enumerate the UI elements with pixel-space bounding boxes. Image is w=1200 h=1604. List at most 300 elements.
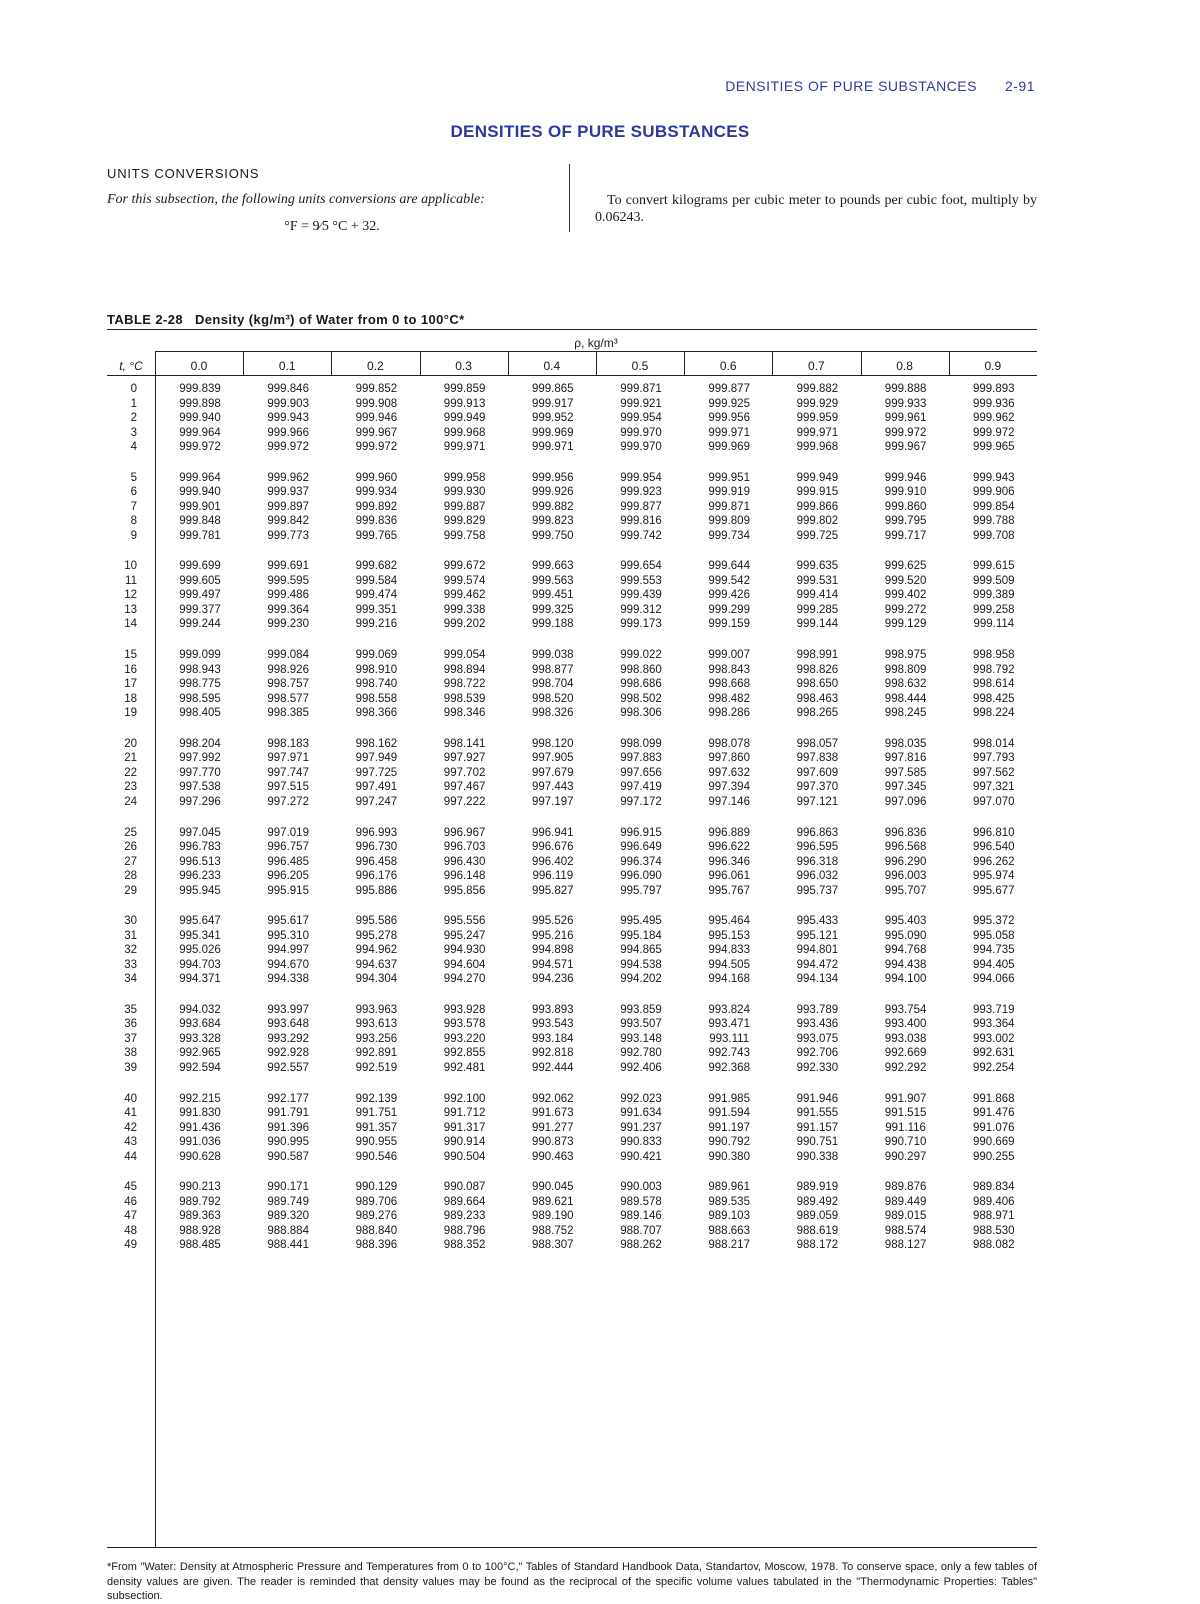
density-cell: 998.204 — [179, 737, 221, 750]
table-title: Density (kg/m³) of Water from 0 to 100°C* — [195, 312, 465, 327]
density-cell: 999.542 — [708, 574, 750, 587]
density-cell: 999.956 — [708, 412, 750, 424]
density-cell: 996.430 — [443, 855, 486, 868]
column-header: 0.6 — [719, 359, 737, 373]
density-cell: 992.254 — [973, 1061, 1015, 1074]
density-cell: 991.985 — [708, 1092, 750, 1105]
column-divider — [569, 164, 570, 232]
density-cell: 998.775 — [179, 678, 221, 691]
density-cell: 991.868 — [973, 1092, 1015, 1105]
density-cell: 993.364 — [973, 1018, 1015, 1031]
density-cell: 995.617 — [267, 915, 309, 928]
table-row — [107, 781, 1037, 796]
density-cell: 999.971 — [443, 441, 486, 453]
density-cell: 999.934 — [355, 486, 398, 499]
density-cell: 999.852 — [355, 383, 398, 395]
units-left-text: For this subsection, the following units conversions are applicable: — [107, 192, 485, 207]
density-cell: 998.975 — [884, 649, 927, 662]
density-cell: 998.265 — [796, 707, 839, 720]
density-cell: 998.926 — [267, 663, 309, 676]
density-cell: 990.338 — [796, 1150, 839, 1163]
table-row — [107, 486, 1037, 501]
density-cell: 997.883 — [620, 752, 662, 765]
density-cell: 999.773 — [267, 529, 309, 542]
density-cell: 999.272 — [884, 603, 927, 616]
density-cell: 995.464 — [708, 915, 750, 928]
density-cell: 990.546 — [355, 1150, 398, 1163]
density-cell: 998.224 — [973, 707, 1015, 720]
density-cell: 993.002 — [973, 1032, 1015, 1045]
density-cell: 999.964 — [179, 471, 221, 484]
density-cell: 999.672 — [443, 560, 486, 573]
density-cell: 989.919 — [796, 1181, 839, 1194]
density-cell: 999.574 — [443, 574, 486, 587]
density-cell: 988.707 — [620, 1224, 662, 1237]
temperature-cell: 43 — [124, 1136, 137, 1149]
density-cell: 997.019 — [267, 826, 309, 839]
density-cell: 999.910 — [884, 486, 927, 499]
density-cell: 989.621 — [532, 1195, 574, 1208]
density-cell: 989.749 — [267, 1195, 309, 1208]
density-cell: 994.997 — [267, 944, 309, 957]
temperature-cell: 30 — [124, 915, 137, 928]
table-row — [107, 1033, 1037, 1048]
density-cell: 995.278 — [355, 929, 398, 942]
density-cell: 994.604 — [443, 958, 486, 971]
density-cell: 988.840 — [355, 1224, 398, 1237]
density-cell: 989.233 — [443, 1210, 486, 1223]
table-row — [107, 383, 1037, 398]
density-cell: 989.492 — [796, 1195, 839, 1208]
density-cell: 990.955 — [355, 1136, 398, 1149]
density-cell: 997.247 — [355, 795, 398, 808]
density-cell: 997.419 — [620, 781, 662, 794]
density-cell: 992.062 — [532, 1092, 574, 1105]
density-cell: 999.325 — [532, 603, 574, 616]
density-cell: 996.810 — [973, 826, 1015, 839]
table-row — [107, 560, 1037, 575]
temperature-cell: 32 — [124, 944, 137, 957]
temperature-cell: 19 — [124, 707, 137, 720]
density-cell: 999.951 — [708, 471, 750, 484]
density-cell: 998.740 — [355, 678, 398, 691]
density-cell: 995.974 — [973, 870, 1015, 882]
density-cell: 998.141 — [443, 737, 486, 750]
density-cell: 996.346 — [708, 855, 750, 868]
density-cell: 999.954 — [620, 412, 662, 424]
density-cell: 994.768 — [884, 944, 927, 957]
density-cell: 991.237 — [620, 1121, 662, 1134]
density-cell: 999.615 — [973, 560, 1015, 573]
density-cell: 994.236 — [532, 973, 574, 986]
density-cell: 996.649 — [620, 841, 662, 853]
table-row — [107, 1004, 1037, 1019]
density-cell: 997.045 — [179, 826, 221, 839]
density-cell: 990.255 — [973, 1150, 1015, 1163]
density-cell: 999.795 — [884, 515, 927, 528]
density-cell: 993.789 — [796, 1003, 839, 1016]
density-cell: 997.702 — [443, 766, 486, 779]
density-cell: 999.691 — [267, 560, 309, 573]
density-cell: 992.215 — [179, 1092, 221, 1105]
density-cell: 991.036 — [179, 1136, 221, 1149]
table-row — [107, 944, 1037, 959]
density-cell: 999.734 — [708, 529, 750, 542]
table-row — [107, 1047, 1037, 1062]
density-cell: 996.757 — [267, 841, 309, 853]
density-cell: 998.894 — [443, 663, 486, 676]
density-cell: 998.306 — [620, 707, 662, 720]
density-cell: 999.584 — [355, 574, 398, 587]
density-cell: 999.531 — [796, 574, 839, 587]
density-cell: 999.964 — [179, 426, 221, 439]
table-row — [107, 856, 1037, 871]
density-cell: 999.848 — [179, 515, 221, 528]
density-cell: 990.087 — [443, 1181, 486, 1194]
density-cell: 992.330 — [796, 1061, 839, 1074]
density-cell: 999.901 — [179, 500, 221, 513]
density-cell: 999.377 — [179, 603, 221, 616]
density-cell: 996.622 — [708, 841, 750, 853]
density-cell: 999.364 — [267, 603, 309, 616]
density-cell: 999.971 — [796, 426, 839, 439]
density-cell: 999.823 — [532, 515, 574, 528]
density-cell: 988.485 — [179, 1239, 221, 1252]
density-cell: 990.792 — [708, 1136, 750, 1149]
density-cell: 996.374 — [620, 855, 662, 868]
density-cell: 999.069 — [355, 649, 398, 662]
density-cell: 989.406 — [973, 1195, 1015, 1208]
density-cell: 996.402 — [532, 855, 574, 868]
table-row — [107, 1196, 1037, 1211]
density-cell: 996.863 — [796, 826, 839, 839]
density-cell: 997.394 — [708, 781, 750, 794]
temperature-cell: 4 — [130, 441, 137, 453]
density-cell: 989.876 — [884, 1181, 927, 1194]
density-cell: 998.577 — [267, 692, 309, 705]
density-cell: 997.656 — [620, 766, 662, 779]
density-cell: 998.057 — [796, 737, 839, 750]
density-cell: 999.887 — [443, 500, 486, 513]
temperature-cell: 10 — [124, 560, 137, 573]
density-cell: 999.946 — [355, 412, 398, 424]
density-cell: 998.722 — [443, 678, 486, 691]
density-cell: 989.015 — [884, 1210, 927, 1223]
density-cell: 999.708 — [973, 529, 1015, 542]
density-cell: 997.070 — [973, 795, 1015, 808]
running-head-title: DENSITIES OF PURE SUBSTANCES — [725, 78, 977, 94]
density-cell: 999.923 — [620, 486, 662, 499]
density-cell: 999.892 — [355, 500, 398, 513]
density-cell: 999.285 — [796, 603, 839, 616]
density-cell: 998.991 — [796, 649, 839, 662]
column-header-divider — [508, 351, 509, 375]
density-cell: 999.781 — [179, 529, 221, 542]
density-cell: 993.436 — [796, 1018, 839, 1031]
density-cell: 989.320 — [267, 1210, 309, 1223]
table-row — [107, 441, 1037, 456]
density-cell: 994.338 — [267, 973, 309, 986]
density-cell: 995.556 — [443, 915, 486, 928]
density-cell: 995.184 — [620, 929, 662, 942]
density-cell: 999.144 — [796, 618, 839, 631]
density-cell: 996.703 — [443, 841, 486, 853]
density-cell: 988.172 — [796, 1239, 839, 1252]
density-cell: 989.103 — [708, 1210, 750, 1223]
density-cell: 999.635 — [796, 560, 839, 573]
density-cell: 990.171 — [267, 1181, 309, 1194]
density-cell: 992.594 — [179, 1061, 221, 1074]
density-cell: 990.297 — [884, 1150, 927, 1163]
temperature-cell: 34 — [124, 973, 137, 986]
density-cell: 999.965 — [973, 441, 1015, 453]
density-cell: 996.540 — [973, 841, 1015, 853]
density-cell: 999.954 — [620, 471, 662, 484]
column-header-divider — [772, 351, 773, 375]
density-cell: 999.966 — [267, 426, 309, 439]
density-cell: 996.318 — [796, 855, 839, 868]
density-cell: 988.884 — [267, 1224, 309, 1237]
density-cell: 991.116 — [885, 1121, 926, 1134]
temperature-cell: 8 — [130, 515, 137, 528]
density-cell: 999.007 — [708, 649, 750, 662]
density-cell: 998.595 — [179, 692, 221, 705]
density-cell: 999.871 — [620, 383, 662, 395]
density-cell: 996.783 — [179, 841, 221, 853]
table-row — [107, 827, 1037, 842]
density-cell: 996.119 — [532, 870, 574, 882]
density-cell: 997.222 — [443, 795, 486, 808]
density-cell: 988.217 — [708, 1239, 750, 1252]
density-cell: 995.677 — [973, 884, 1015, 897]
table-row — [107, 1151, 1037, 1166]
density-cell: 991.830 — [179, 1107, 221, 1120]
density-cell: 999.129 — [884, 618, 927, 631]
density-cell: 998.035 — [884, 737, 927, 750]
density-cell: 999.829 — [443, 515, 486, 528]
density-cell: 994.472 — [796, 958, 839, 971]
temperature-cell: 6 — [130, 486, 137, 499]
density-cell: 997.609 — [796, 766, 839, 779]
density-cell: 997.725 — [355, 766, 398, 779]
density-cell: 997.345 — [884, 781, 927, 794]
temperature-cell: 28 — [124, 870, 137, 882]
density-cell: 989.664 — [443, 1195, 486, 1208]
column-header: 0.5 — [631, 359, 649, 373]
temperature-cell: 9 — [130, 529, 137, 542]
density-cell: 995.526 — [532, 915, 574, 928]
temperature-cell: 49 — [124, 1239, 137, 1252]
density-cell: 993.038 — [884, 1032, 927, 1045]
running-head — [560, 78, 1035, 94]
density-cell: 991.712 — [443, 1107, 486, 1120]
density-cell: 999.553 — [620, 574, 662, 587]
density-cell: 990.587 — [267, 1150, 309, 1163]
density-cell: 990.833 — [620, 1136, 662, 1149]
table-row — [107, 618, 1037, 633]
density-cell: 999.897 — [267, 500, 309, 513]
density-cell: 999.962 — [973, 412, 1015, 424]
density-cell: 998.482 — [708, 692, 750, 705]
density-cell: 999.933 — [884, 397, 927, 410]
density-cell: 999.188 — [532, 618, 574, 631]
density-cell: 999.563 — [532, 574, 574, 587]
temperature-cell: 42 — [124, 1121, 137, 1134]
density-cell: 999.462 — [443, 589, 486, 602]
temperature-cell: 41 — [124, 1107, 137, 1120]
temperature-cell: 25 — [124, 826, 137, 839]
density-cell: 992.444 — [532, 1061, 574, 1074]
density-cell: 989.792 — [179, 1195, 221, 1208]
density-cell: 999.972 — [179, 441, 221, 453]
density-cell: 999.022 — [620, 649, 662, 662]
density-cell: 995.058 — [973, 929, 1015, 942]
density-cell: 998.826 — [796, 663, 839, 676]
density-cell: 995.341 — [179, 929, 221, 942]
density-cell: 995.433 — [796, 915, 839, 928]
temperature-cell: 18 — [124, 692, 137, 705]
temperature-cell: 26 — [124, 841, 137, 853]
density-cell: 988.619 — [796, 1224, 839, 1237]
density-cell: 994.865 — [620, 944, 662, 957]
density-cell: 999.893 — [973, 383, 1015, 395]
density-cell: 999.917 — [532, 397, 574, 410]
density-cell: 997.585 — [884, 766, 927, 779]
column-header: 0.4 — [543, 359, 561, 373]
density-cell: 990.669 — [973, 1136, 1015, 1149]
density-cell: 995.586 — [355, 915, 398, 928]
density-cell: 988.574 — [884, 1224, 927, 1237]
table-row — [107, 752, 1037, 767]
density-cell: 995.403 — [884, 915, 927, 928]
density-cell: 993.256 — [355, 1032, 398, 1045]
density-cell: 993.859 — [620, 1003, 662, 1016]
density-cell: 999.959 — [796, 412, 839, 424]
density-cell: 999.877 — [708, 383, 750, 395]
density-cell: 999.903 — [267, 397, 309, 410]
density-cell: 999.968 — [443, 426, 486, 439]
density-cell: 996.595 — [796, 841, 839, 853]
density-cell: 999.351 — [355, 603, 398, 616]
density-cell: 993.543 — [532, 1018, 574, 1031]
density-cell: 996.233 — [179, 870, 221, 882]
density-cell: 994.100 — [884, 973, 927, 986]
density-cell: 999.299 — [708, 603, 750, 616]
density-cell: 991.751 — [355, 1107, 398, 1120]
density-cell: 999.913 — [443, 397, 486, 410]
density-cell: 998.539 — [443, 692, 486, 705]
temperature-cell: 35 — [124, 1003, 137, 1016]
density-cell: 999.625 — [884, 560, 927, 573]
density-cell: 999.972 — [973, 426, 1015, 439]
density-cell: 999.956 — [532, 471, 574, 484]
density-cell: 997.443 — [532, 781, 574, 794]
density-cell: 996.061 — [708, 870, 750, 882]
density-cell: 999.202 — [443, 618, 486, 631]
density-cell: 998.425 — [973, 692, 1015, 705]
table-row — [107, 870, 1037, 885]
table-row — [107, 589, 1037, 604]
density-cell: 998.943 — [179, 663, 221, 676]
density-cell: 995.767 — [708, 884, 750, 897]
density-cell: 999.970 — [620, 426, 662, 439]
density-cell: 996.176 — [355, 870, 398, 882]
density-cell: 991.673 — [532, 1107, 574, 1120]
density-cell: 999.414 — [796, 589, 839, 602]
density-cell: 993.400 — [884, 1018, 927, 1031]
density-cell: 999.816 — [620, 515, 662, 528]
density-cell: 999.952 — [532, 412, 574, 424]
temperature-cell: 24 — [124, 795, 137, 808]
density-cell: 997.816 — [884, 752, 927, 765]
density-cell: 999.038 — [532, 649, 574, 662]
density-cell: 999.595 — [267, 574, 309, 587]
density-cell: 997.146 — [708, 795, 750, 808]
density-cell: 999.946 — [884, 471, 927, 484]
density-cell: 999.940 — [179, 412, 221, 424]
temperature-cell: 13 — [124, 603, 137, 616]
density-cell: 993.613 — [355, 1018, 398, 1031]
table-row — [107, 959, 1037, 974]
density-cell: 996.205 — [267, 870, 309, 882]
column-header-divider — [596, 351, 597, 375]
density-cell: 999.114 — [973, 618, 1015, 631]
density-cell: 998.014 — [973, 737, 1015, 750]
rho-header: ρ, kg/m³ — [574, 336, 618, 350]
density-cell: 995.310 — [267, 929, 309, 942]
temperature-cell: 2 — [130, 412, 137, 424]
density-cell: 989.059 — [796, 1210, 839, 1223]
density-cell: 991.357 — [355, 1121, 398, 1134]
density-cell: 997.172 — [620, 795, 662, 808]
density-cell: 995.886 — [355, 884, 398, 897]
density-cell: 997.860 — [708, 752, 750, 765]
density-cell: 998.326 — [532, 707, 574, 720]
density-cell: 999.605 — [179, 574, 221, 587]
density-cell: 994.930 — [443, 944, 486, 957]
table-row — [107, 575, 1037, 590]
density-cell: 992.631 — [973, 1047, 1015, 1060]
density-cell: 997.491 — [355, 781, 398, 794]
density-cell: 998.910 — [355, 663, 398, 676]
density-cell: 996.836 — [884, 826, 927, 839]
density-cell: 997.927 — [443, 752, 486, 765]
table-row — [107, 930, 1037, 945]
density-cell: 999.842 — [267, 515, 309, 528]
density-cell: 995.121 — [796, 929, 839, 942]
density-cell: 999.967 — [355, 426, 398, 439]
density-cell: 999.654 — [620, 560, 662, 573]
footnote: *From "Water: Density at Atmospheric Pressure and Temperatures from 0 to 100°C," Tables of Standard Handbook Data, Standartov, Moscow, 1978. To conserve space, only a few tables of density values are given. The reader is reminded that density values may be found as the reciprocal of the specific volume values tabulated in the "Thermodynamic Properties: Tables" subsection. — [107, 1561, 1037, 1602]
temperature-cell: 29 — [124, 884, 137, 897]
density-cell: 999.663 — [532, 560, 574, 573]
density-cell: 992.743 — [708, 1047, 750, 1060]
density-cell: 998.405 — [179, 707, 221, 720]
density-cell: 989.363 — [179, 1210, 221, 1223]
density-cell: 988.262 — [620, 1239, 662, 1252]
column-header-divider — [861, 351, 862, 375]
density-cell: 995.945 — [179, 884, 221, 897]
density-cell: 988.352 — [443, 1239, 486, 1252]
density-cell: 992.818 — [532, 1047, 574, 1060]
density-cell: 999.099 — [179, 649, 221, 662]
density-cell: 995.797 — [620, 884, 662, 897]
density-cell: 992.100 — [443, 1092, 486, 1105]
table-row — [107, 427, 1037, 442]
column-header: 0.0 — [190, 359, 208, 373]
density-cell: 996.676 — [532, 841, 574, 853]
density-cell: 998.385 — [267, 707, 309, 720]
